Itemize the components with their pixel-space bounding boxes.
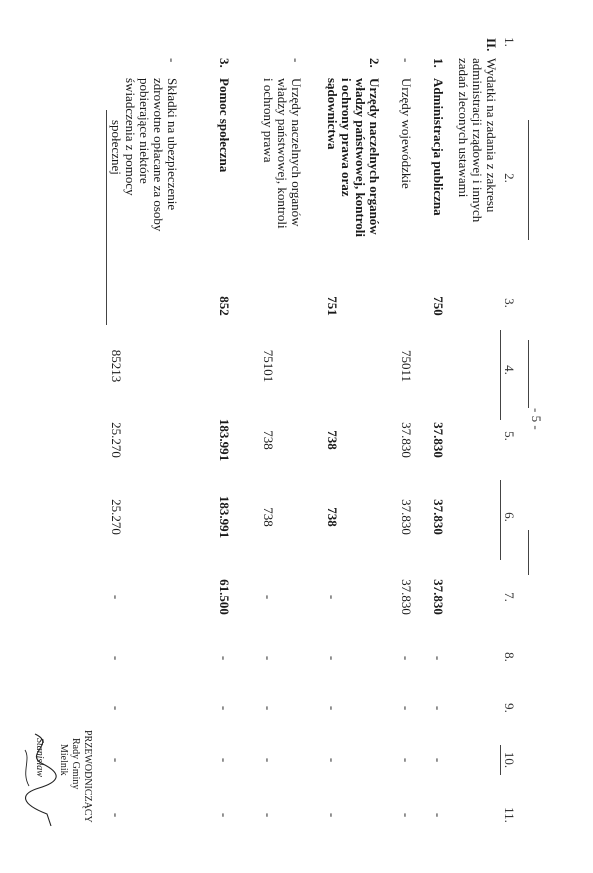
- row-name-line: i ochrony prawa oraz: [339, 78, 354, 197]
- row-name-line: Urzędy naczelnych organów: [289, 78, 304, 227]
- row-name-line: Składki na ubezpieczenie: [165, 78, 180, 211]
- row-dzial: 852: [217, 296, 232, 316]
- row-c5: 25.270: [109, 422, 124, 458]
- footer-rule: [106, 165, 107, 325]
- row-c10: -: [217, 757, 232, 763]
- section-title-line: Wydatki na zadania z zakresu: [484, 58, 499, 213]
- row-c10: -: [399, 757, 414, 763]
- row-c5: 37.830: [399, 422, 414, 458]
- row-c9: -: [217, 705, 232, 711]
- header-rule: [528, 120, 529, 240]
- row-name-line: świadczenia z pomocy: [123, 78, 138, 196]
- row-c8: -: [261, 655, 276, 661]
- row-name-line: sądownictwa: [325, 78, 340, 150]
- row-c11: -: [261, 812, 276, 818]
- row-lp: 1.: [431, 58, 446, 68]
- row-c7: 37.830: [431, 579, 446, 615]
- header-rule: [528, 340, 529, 408]
- row-c6: 738: [261, 507, 276, 527]
- header-rule: [528, 530, 529, 575]
- row-name-line: Pomoc społeczna: [217, 78, 232, 173]
- row-c8: -: [109, 655, 124, 661]
- section-roman: II.: [484, 38, 499, 52]
- row-c11: -: [399, 812, 414, 818]
- row-name-line: zdrowotne opłacane za osoby: [151, 78, 166, 232]
- row-c7: -: [109, 594, 124, 600]
- header-rule: [500, 330, 501, 420]
- row-c6: 37.830: [399, 499, 414, 535]
- section-title-line: administracji rządowej i innych: [470, 58, 485, 223]
- row-c5: 738: [325, 430, 340, 450]
- row-lp: -: [165, 58, 180, 63]
- row-dzial: 751: [325, 296, 340, 316]
- row-c5: 183.991: [217, 418, 232, 462]
- row-name-line: społecznej: [109, 120, 124, 175]
- col-header-2: 2.: [502, 173, 517, 183]
- col-header-8: 8.: [502, 652, 517, 662]
- stamp-line: Rady Gminy: [70, 738, 81, 790]
- row-c8: -: [217, 655, 232, 661]
- col-header-10: 10.: [502, 751, 517, 769]
- row-c6: 738: [325, 507, 340, 527]
- page-number: - 5 -: [529, 408, 544, 430]
- row-c7: 61.500: [217, 579, 232, 615]
- row-c5: 738: [261, 430, 276, 450]
- header-rule: [500, 745, 501, 775]
- row-lp: 3.: [217, 58, 232, 68]
- row-name-line: władzy państwowej, kontroli: [353, 78, 368, 238]
- row-c7: 37.830: [399, 579, 414, 615]
- row-c9: -: [325, 705, 340, 711]
- row-c9: -: [109, 705, 124, 711]
- row-c10: -: [109, 757, 124, 763]
- row-name-line: władzy państwowej, kontroli: [275, 78, 290, 229]
- col-header-6: 6.: [502, 512, 517, 522]
- stamp-line: Stanisław: [34, 738, 45, 777]
- row-c9: -: [261, 705, 276, 711]
- row-c5: 37.830: [431, 422, 446, 458]
- row-name-line: Urzędy naczelnych organów: [367, 78, 382, 235]
- row-c8: -: [399, 655, 414, 661]
- col-header-3: 3.: [502, 298, 517, 308]
- row-c8: -: [431, 655, 446, 661]
- col-header-7: 7.: [502, 592, 517, 602]
- row-c6: 37.830: [431, 499, 446, 535]
- row-c11: -: [325, 812, 340, 818]
- row-name-line: pobierające niektóre: [137, 78, 152, 184]
- signature-scribble: [15, 730, 65, 830]
- section-title-line: zadań zleconych ustawami: [456, 58, 471, 198]
- row-c6: 183.991: [217, 495, 232, 539]
- stamp-line: Mielnik: [58, 744, 69, 776]
- row-c10: -: [325, 757, 340, 763]
- row-lp: -: [289, 58, 304, 63]
- header-rule: [500, 480, 501, 560]
- row-lp: -: [399, 58, 414, 63]
- row-c11: -: [217, 812, 232, 818]
- col-header-11: 11.: [502, 807, 517, 823]
- row-rozdzial: 75011: [399, 349, 414, 383]
- row-c7: -: [261, 594, 276, 600]
- row-c6: 25.270: [109, 499, 124, 535]
- row-rozdzial: 75101: [261, 349, 276, 383]
- row-name-line: Administracja publiczna: [431, 78, 446, 216]
- row-name-line: Urzędy wojewódzkie: [399, 78, 414, 189]
- row-c7: -: [325, 594, 340, 600]
- col-header-9: 9.: [502, 703, 517, 713]
- stamp-line: PRZEWODNICZĄCY: [82, 730, 93, 823]
- row-dzial: 750: [431, 296, 446, 316]
- row-c11: -: [431, 812, 446, 818]
- col-header-1: 1.: [502, 37, 517, 47]
- row-c8: -: [325, 655, 340, 661]
- row-name-line: i ochrony prawa: [261, 78, 276, 163]
- footer-rule: [106, 110, 107, 165]
- row-c10: -: [431, 757, 446, 763]
- signature-stamp: [13, 730, 93, 830]
- row-c10: -: [261, 757, 276, 763]
- row-c9: -: [399, 705, 414, 711]
- col-header-5: 5.: [502, 431, 517, 441]
- row-c9: -: [431, 705, 446, 711]
- row-c11: -: [109, 812, 124, 818]
- row-lp: 2.: [367, 58, 382, 68]
- col-header-4: 4.: [502, 365, 517, 375]
- row-rozdzial: 85213: [109, 349, 124, 383]
